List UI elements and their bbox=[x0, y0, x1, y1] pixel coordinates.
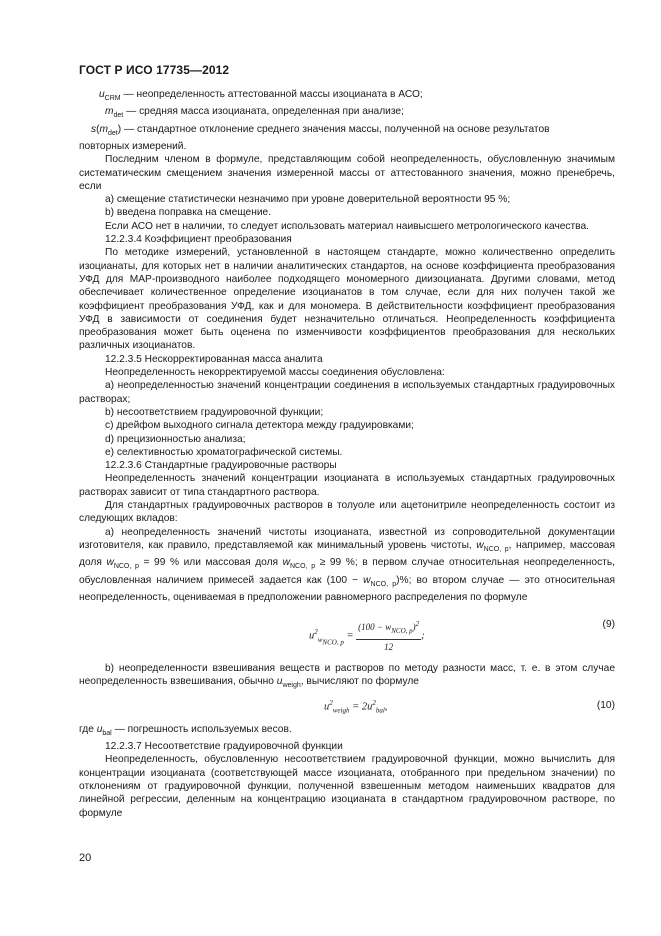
list-item-a: a) смещение статистически незначимо при уровне доверительной вероятности 95 %; bbox=[105, 194, 511, 206]
definition-s-m-det: $s(m_{det})$ — стандартное отклонение среднего значения массы, полученной на основе результатов bbox=[91, 123, 550, 137]
purity-paragraph: a) неопределенность значений чистоты изоцианата, известной из сопроводительной документации изготовителя, как правило, представляемой как минимальный уровень чистоты, $w_{NCO, p}$, например, массовая доля $w_{NCO, p} = 99$ % или массовая доля $w_{NCO, p} \ge 99$ %; в первом случае относительная неопределенность, обусловленная наличием примесей задается как $(100 - w_{NCO, p})\%$; во втором случае — это относительная неопределенность, оцениваемая в предположении равномерного распределения по формуле bbox=[79, 526, 615, 603]
equation-9 bbox=[79, 614, 615, 654]
paragraph-aso: Если АСО нет в наличии, то следует использовать материал наивысшего метрологического качества. bbox=[105, 220, 589, 232]
equation-10-expression: $u^2_{weigh} = 2u^2_{bal}$, bbox=[324, 698, 388, 715]
list2-item-e: e) селективностью хроматографической системы. bbox=[105, 446, 343, 458]
section-text-12-2-3-5: Неопределенность некорректируемой массы соединения обусловлена: bbox=[105, 367, 445, 379]
list2-item-b: b) несоответствием градуировочной функции; bbox=[105, 406, 324, 418]
document-body bbox=[79, 88, 615, 820]
list2-item-d: d) прецизионностью анализа; bbox=[105, 433, 246, 445]
section-title-12-2-3-7: 12.2.3.7 Несоответствие градуировочной функции bbox=[105, 741, 343, 753]
list2-item-c: c) дрейфом выходного сигнала детектора между градуировками; bbox=[105, 420, 414, 432]
equation-10-number: (10) bbox=[596, 699, 615, 711]
section-title-12-2-3-6: 12.2.3.6 Стандартные градуировочные растворы bbox=[105, 460, 337, 472]
equation-10 bbox=[79, 695, 615, 719]
definition-s-m-det-cont: повторных измерений. bbox=[79, 140, 187, 152]
equation-9-fraction: $\frac{(100 - w_{NCO, p})^2}{12}$ bbox=[358, 620, 420, 653]
section-title-12-2-3-5: 12.2.3.5 Нескорректированная масса аналита bbox=[105, 353, 323, 365]
page-header-title: ГОСТ Р ИСО 17735—2012 bbox=[79, 63, 230, 77]
page-number: 20 bbox=[79, 852, 92, 864]
definition-u-crm: $u_{CRM}$ — неопределенность аттестованной массы изоцианата в АСО; bbox=[99, 89, 423, 103]
equation-9-number: (9) bbox=[602, 619, 615, 631]
section-text-12-2-3-4: По методике измерений, установленной в настоящем стандарте, можно количественно определить изоцианаты, для которых нет в наличии аналитических стандартов, на основе коэффициента преобразования УФД для МАР-производного наиболее подходящего мономерного диизоцианата. Другими словами, метод обеспечивает количественное определение изоцианатов в том случае, если для них получен такой же коэффициент преобразования УФД, как и для мономера. В действительности коэффициент преобразования УФД в зависимости от соединения будет незначительно отличаться. Неопределенность коэффициента преобразования может быть оценена по изменчивости коэффициентов преобразования для нескольких различных изоцианатов. bbox=[79, 247, 615, 352]
weighing-paragraph: b) неопределенности взвешивания веществ и растворов по методу разности масс, т. е. в этом случае неопределенность взвешивания, обычно $u_{weigh}$, вычисляют по формуле bbox=[79, 663, 615, 690]
where-u-bal: где $u_{bal}$ — погрешность используемых весов. bbox=[79, 723, 292, 737]
definition-m-det: $m_{det}$ — средняя масса изоцианата, определенная при анализе; bbox=[105, 106, 404, 120]
section-text-12-2-3-6-a: Неопределенность значений концентрации изоцианата в используемых стандартных градуировочных растворах зависит от типа стандартного раствора. bbox=[79, 473, 615, 498]
equation-9-expression: $u^2_{w_{NCO, p}}$ = $\frac{(100 - w_{NCO, p})^2}{12}$ ; bbox=[309, 618, 425, 654]
paragraph-bias: Последним членом в формуле, представляющим собой неопределенность, обусловленную значимым систематическим смещением значения измеренной массы от аттестованного значения, можно пренебречь, если bbox=[79, 154, 615, 192]
list-item-b: b) введена поправка на смещение. bbox=[105, 207, 272, 219]
list2-item-a: a) неопределенностью значений концентрации соединения в используемых стандартных градуировочных растворах; bbox=[79, 380, 615, 405]
section-text-12-2-3-6-b: Для стандартных градуировочных растворов в толуоле или ацетонитриле неопределенность состоит из следующих вкладов: bbox=[79, 500, 615, 525]
section-text-12-2-3-7: Неопределенность, обусловленную несоответствием градуировочной функции, можно вычислить для концентрации изоцианата (соответствующей массе изоцианата, отобранного при предельном значении) по отклонениям от градуировочной функции, полученной взвешенным методом наименьших квадратов для линейной регрессии, деленным на концентрацию изоцианата в стандартном градуировочном растворе, по формуле bbox=[79, 754, 615, 819]
section-title-12-2-3-4: 12.2.3.4 Коэффициент преобразования bbox=[105, 234, 292, 246]
